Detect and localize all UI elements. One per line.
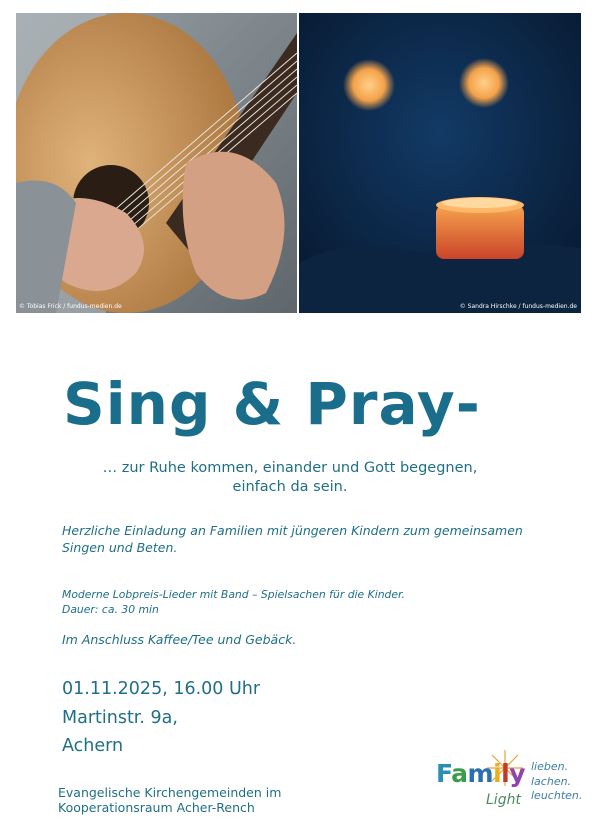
candle-photo	[299, 13, 581, 313]
event-info	[62, 675, 260, 761]
event-details	[62, 587, 405, 617]
coffee-note: Im Anschluss Kaffee/Tee und Gebäck.	[62, 632, 297, 647]
invitation-line: Singen und Beten.	[62, 540, 178, 555]
event-datetime: 01.11.2025, 16.00 Uhr	[62, 679, 261, 699]
logo-letter: m	[467, 759, 494, 788]
page-title: Sing & Pray-	[63, 370, 481, 438]
tagline-line: lachen.	[531, 774, 572, 788]
invitation-line: Herzliche Einladung an Familien mit jüngeren Kindern zum gemeinsamen	[62, 523, 523, 538]
subtitle	[70, 459, 510, 497]
subtitle-line: einfach da sein.	[232, 479, 348, 495]
family-light-logo	[433, 748, 583, 818]
logo-letter: a	[451, 759, 468, 788]
logo-letter: l	[501, 759, 510, 788]
tagline-line: leuchten.	[531, 789, 583, 802]
organizer-line: Evangelische Kirchengemeinden im	[58, 785, 282, 800]
logo-wordmark	[436, 759, 525, 788]
event-street: Martinstr. 9a,	[62, 707, 178, 728]
logo-letter: i	[493, 759, 502, 788]
invitation-text	[62, 522, 542, 556]
details-line: Dauer: ca. 30 min	[62, 603, 159, 616]
logo-letter: F	[436, 759, 452, 788]
logo-tagline	[531, 760, 582, 804]
details-line: Moderne Lobpreis-Lieder mit Band – Spielsachen für die Kinder.	[62, 588, 405, 601]
tagline-line: lieben.	[531, 760, 569, 773]
photo-credit-left: © Tobias Frick / fundus-medien.de	[19, 303, 122, 310]
logo-light-word: Light	[486, 792, 521, 808]
logo-letter: y	[509, 759, 526, 788]
organizer-line: Kooperationsraum Acher-Rench	[58, 800, 255, 815]
organizer	[58, 785, 281, 815]
subtitle-line: … zur Ruhe kommen, einander und Gott begegnen,	[102, 460, 478, 476]
photo-credit-right: © Sandra Hirschke / fundus-medien.de	[459, 303, 577, 310]
guitar-photo	[16, 13, 297, 313]
event-city: Achern	[62, 736, 124, 756]
